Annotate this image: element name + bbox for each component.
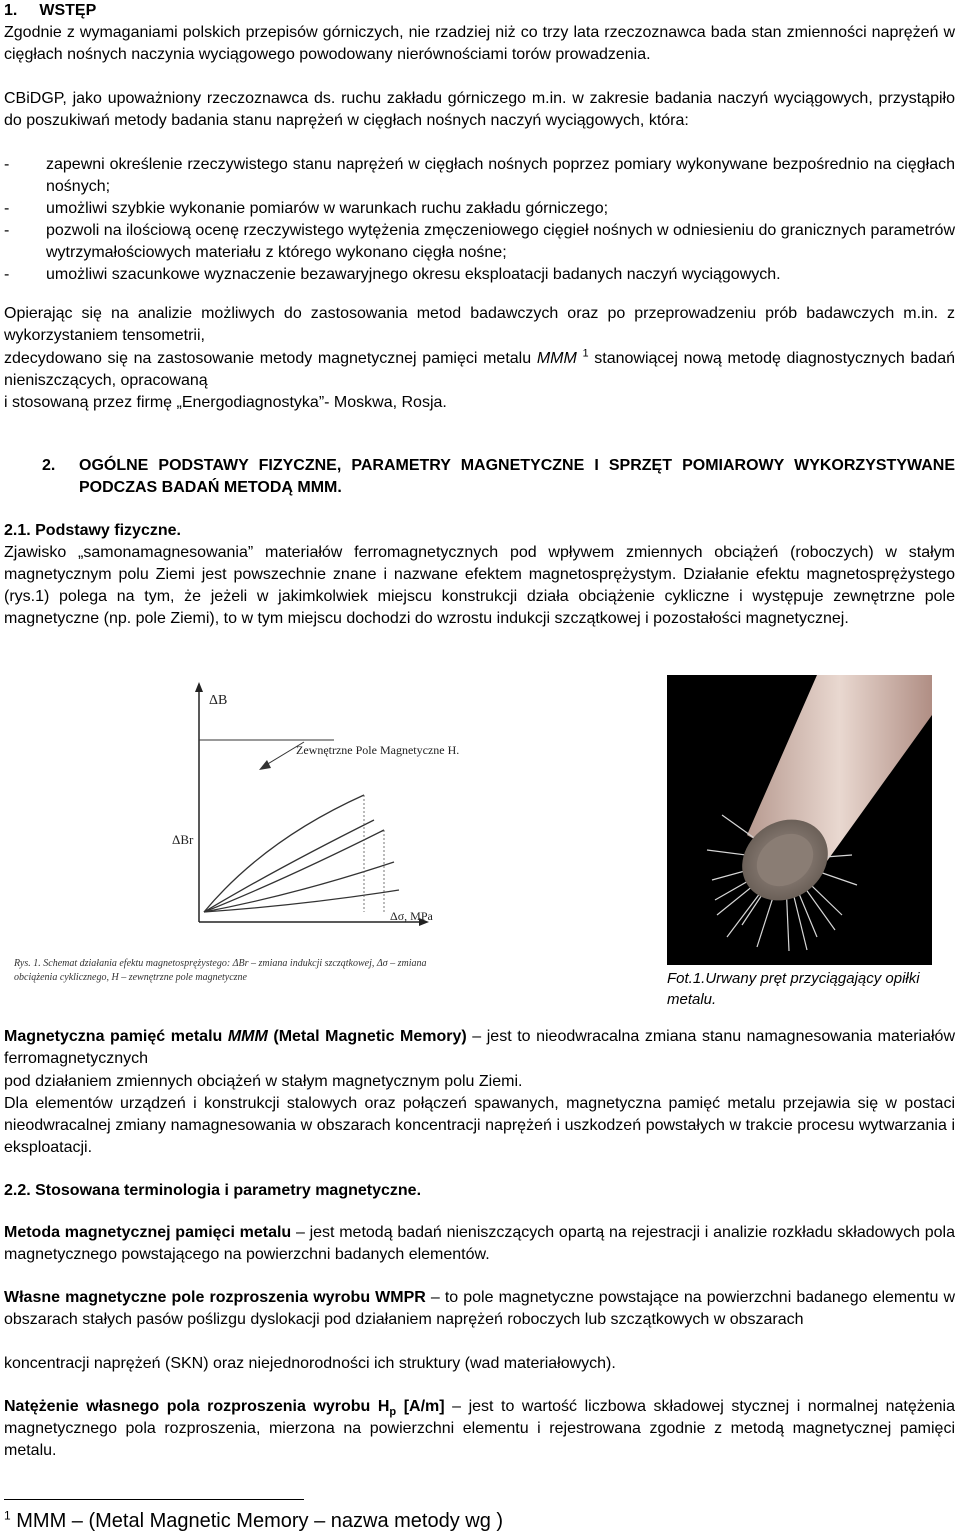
mmm-definition-line-2: pod działaniem zmiennych obciążeń w stałym magnetycznym polu Ziemi. (4, 1073, 523, 1090)
intro-paragraph: Zgodnie z wymaganiami polskich przepisów górniczych, nie rzadziej niż co trzy lata rzeczoznawca bada stan zmienności naprężeń w cięgłach nośnych naczynia wyciągowego powodowany nierównościami torów prowadzenia. (4, 24, 955, 63)
footnote-text: MMM – (Metal Magnetic Memory – nazwa metody wg ) (10, 1510, 504, 1532)
list-item: - zapewni określenie rzeczywistego stanu naprężeń w cięgłach nośnych poprzez pomiary wykonywane bezpośrednio na cięgłach nośnych; (4, 156, 955, 195)
section-1-title: WSTĘP (39, 2, 97, 19)
residual-induction-label: ΔBr (172, 832, 194, 847)
list-item: - umożliwi szacunkowe wyznaczenie bezawaryjnego okresu eksploatacji badanych naczyń wyciągowych. (4, 264, 955, 286)
schematic-svg (4, 680, 654, 992)
definition-hp: Natężenie własnego pola rozproszenia wyrobu $H_p$ [A/m] – jest to wartość liczbowa składowej stycznej i normalnej natężenia magnetycznego pola rozproszenia, mierzona na powierzchni elementu i rejestrowana zgodnie z metodą magnetycznej pamięci metalu. (4, 1398, 955, 1459)
cbidgp-paragraph: CBiDGP, jako upoważniony rzeczoznawca ds. ruchu zakładu górniczego m.in. w zakresie badania naczyń wyciągowych, przystąpiło do poszukiwań metody badania stanu naprężeń w cięgłach nośnych naczyń wyciągowych, która: (4, 90, 955, 129)
footnote (4, 1508, 503, 1534)
method-paragraph-a: Opierając się na analizie możliwych do zastosowania metod badawczych oraz po przeprowadzeniu prób badawczych m.in. z wykorzystaniem tensometrii, (4, 305, 955, 344)
figure-magnetoelastic-schematic (4, 680, 654, 992)
rod-illustration (667, 675, 932, 965)
footnote-ref: 1 (582, 347, 589, 360)
schematic-caption-line-1: Rys. 1. Schemat działania efektu magnetosprężystego: ΔBr – zmiana indukcji szczątkowej, Δσ – zmiana (14, 958, 427, 969)
method-paragraph-c: i stosowaną przez firmę „Energodiagnostyka”- Moskwa, Rosja. (4, 394, 447, 411)
schematic-caption-line-2: obciążenia cyklicznego, H – zewnętrzne pole magnetyczne (14, 972, 247, 983)
list-dash: - (4, 222, 10, 239)
list-dash: - (4, 266, 10, 283)
section-1-number: 1. (4, 2, 18, 19)
footnote-number: 1 (4, 1508, 11, 1523)
definition-mmm-method: Metoda magnetycznej pamięci metalu – jest metodą badań nieniszczących opartą na rejestracji i analizie rozkładu składowych pola magnetycznego powstającego na powierzchni badanych elementów. (4, 1224, 955, 1263)
photo-caption: Fot.1.Urwany pręt przyciągający opiłki metalu. (667, 970, 920, 1008)
section-2-title: OGÓLNE PODSTAWY FIZYCZNE, PARAMETRY MAGNETYCZNE I SPRZĘT POMIAROWY WYKORZYSTYWANE PODCZAS BADAŃ METODĄ MMM. (79, 457, 955, 496)
subsection-2-1-heading: 2.1. Podstawy fizyczne. (4, 522, 181, 539)
section-2-number: 2. (42, 457, 56, 474)
footnote-divider (4, 1499, 304, 1500)
broken-rod-photo (667, 675, 932, 965)
method-paragraph-b: zdecydowano się na zastosowanie metody magnetycznej pamięci metalu MMM $^1$ stanowiącej nową metodę diagnostycznych badań nieniszczących, opracowaną (4, 347, 955, 389)
mmm-abbrev: MMM (536, 350, 577, 367)
requirements-list (4, 154, 955, 286)
definition-wmpr-line-2: koncentracji naprężeń (SKN) oraz niejednorodności ich struktury (wad materiałowych). (4, 1355, 616, 1372)
x-axis-label: Δσ, MPa (390, 909, 433, 923)
mmm-steel-paragraph: Dla elementów urządzeń i konstrukcji stalowych oraz połączeń spawanych, magnetyczna pamięć metalu przejawia się w postaci nieodwracalnej zmiany namagnesowania w obszarach koncentracji naprężeń i uszkodzeń powstałych w trakcie procesu wytwarzania i eksploatacji. (4, 1095, 955, 1156)
definition-wmpr: Własne magnetyczne pole rozproszenia wyrobu WMPR – to pole magnetyczne powstające na powierzchni badanego elementu w obszarach stałych pasów poślizgu dyslokacji pod działaniem naprężeń roboczych lub szczątkowych w obszarach (4, 1289, 956, 1328)
section-2-heading (4, 455, 955, 499)
list-item: - pozwoli na ilościową ocenę rzeczywistego wytężenia zmęczeniowego cięgieł nośnych w odniesieniu do granicznych parametrów wytrzymałościowych materiału z którego wykonano cięgła nośne; (4, 222, 955, 261)
list-dash: - (4, 156, 10, 173)
section-1-heading (4, 0, 955, 22)
list-dash: - (4, 200, 10, 217)
external-field-label: Zewnętrzne Pole Magnetyczne H. (296, 743, 460, 757)
subsection-2-2-heading: 2.2. Stosowana terminologia i parametry magnetyczne. (4, 1182, 422, 1199)
list-item: - umożliwi szybkie wykonanie pomiarów w warunkach ruchu zakładu górniczego; (4, 198, 955, 220)
physics-paragraph: Zjawisko „samonamagnesowania” materiałów ferromagnetycznych pod wpływem zmiennych obciążeń (roboczych) w stałym magnetycznym polu Ziemi jest powszechnie znane i nazwane efektem magnetosprężystym. Działanie efektu magnetosprężystego (rys.1) polega na tym, że jeżeli w jakimkolwiek miejscu konstrukcji działa obciążenie cykliczne i występuje zewnętrzne pole magnetyczne (np. pole Ziemi), to w tym miejscu dochodzi do wzrostu indukcji szczątkowej i pozostałości magnetycznej. (4, 544, 955, 627)
y-axis-label: ΔB (209, 693, 228, 708)
mmm-definition: Magnetyczna pamięć metalu MMM (Metal Magnetic Memory) – jest to nieodwracalna zmiana stanu namagnesowania materiałów ferromagnetycznych (4, 1028, 955, 1067)
